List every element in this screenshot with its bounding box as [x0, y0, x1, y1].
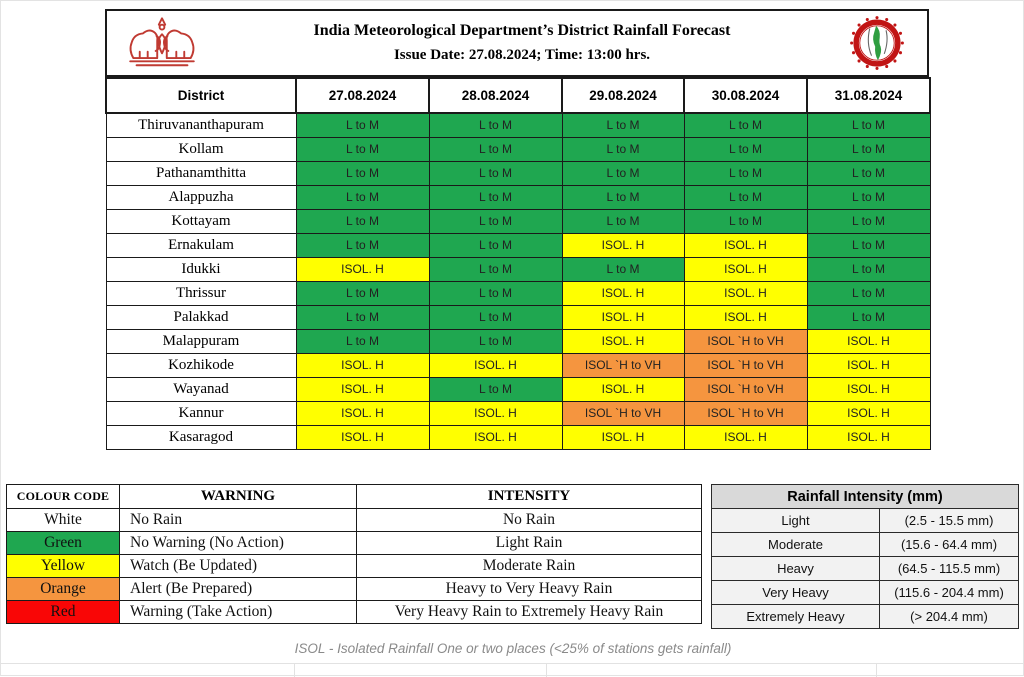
intensity-cell: Moderate Rain [357, 555, 702, 578]
forecast-cell: ISOL. H [562, 425, 684, 449]
warning-cell: Alert (Be Prepared) [120, 578, 357, 601]
forecast-cell: ISOL. H [562, 305, 684, 329]
forecast-cell: ISOL. H [684, 257, 807, 281]
district-row [106, 377, 930, 401]
intensity-cell: Very Heavy Rain to Extremely Heavy Rain [357, 601, 702, 624]
header-titles [217, 22, 827, 64]
forecast-cell: L to M [562, 185, 684, 209]
district-name: Idukki [106, 257, 296, 281]
forecast-cell: L to M [296, 113, 429, 137]
forecast-cell: ISOL. H [684, 425, 807, 449]
colour-code-cell: White [7, 509, 120, 532]
intensity-range-cell: (15.6 - 64.4 mm) [880, 533, 1019, 557]
district-row [106, 281, 930, 305]
warning-cell: No Rain [120, 509, 357, 532]
forecast-cell: ISOL. H [296, 425, 429, 449]
district-row [106, 305, 930, 329]
column-header-date: 30.08.2024 [684, 78, 807, 113]
forecast-cell: L to M [807, 233, 930, 257]
forecast-cell: ISOL. H [684, 281, 807, 305]
district-name: Pathanamthitta [106, 161, 296, 185]
intensity-label-cell: Very Heavy [712, 581, 880, 605]
forecast-cell: ISOL. H [296, 377, 429, 401]
forecast-cell: ISOL. H [684, 305, 807, 329]
district-row [106, 161, 930, 185]
legend-row [7, 601, 702, 624]
forecast-cell: ISOL. H [562, 233, 684, 257]
forecast-cell: L to M [562, 161, 684, 185]
district-name: Ernakulam [106, 233, 296, 257]
column-header-date: 29.08.2024 [562, 78, 684, 113]
legend-row [7, 578, 702, 601]
legend-column-header: COLOUR CODE [7, 485, 120, 509]
forecast-cell: L to M [429, 257, 562, 281]
district-name: Kasaragod [106, 425, 296, 449]
district-name: Palakkad [106, 305, 296, 329]
intensity-cell: Heavy to Very Heavy Rain [357, 578, 702, 601]
forecast-cell: L to M [296, 185, 429, 209]
forecast-table [105, 77, 931, 450]
forecast-cell: L to M [429, 185, 562, 209]
intensity-label-cell: Moderate [712, 533, 880, 557]
forecast-cell: L to M [562, 113, 684, 137]
forecast-cell: L to M [807, 113, 930, 137]
intensity-range-cell: (> 204.4 mm) [880, 605, 1019, 629]
forecast-cell: L to M [429, 329, 562, 353]
column-header-district: District [106, 78, 296, 113]
forecast-cell: ISOL. H [296, 353, 429, 377]
forecast-cell: L to M [807, 209, 930, 233]
district-row [106, 353, 930, 377]
district-name: Wayanad [106, 377, 296, 401]
intensity-label-cell: Extremely Heavy [712, 605, 880, 629]
intensity-range-cell: (64.5 - 115.5 mm) [880, 557, 1019, 581]
district-row [106, 329, 930, 353]
forecast-cell: ISOL `H to VH [684, 329, 807, 353]
district-name: Kottayam [106, 209, 296, 233]
forecast-cell: ISOL. H [429, 353, 562, 377]
intensity-row [712, 533, 1019, 557]
forecast-cell: L to M [807, 305, 930, 329]
district-row [106, 425, 930, 449]
forecast-cell: L to M [429, 305, 562, 329]
forecast-cell: L to M [684, 137, 807, 161]
forecast-cell: ISOL. H [807, 377, 930, 401]
forecast-cell: L to M [684, 209, 807, 233]
district-name: Kollam [106, 137, 296, 161]
column-header-date: 27.08.2024 [296, 78, 429, 113]
district-row [106, 137, 930, 161]
intensity-row [712, 509, 1019, 533]
forecast-cell: L to M [684, 185, 807, 209]
issue-date-line: Issue Date: 27.08.2024; Time: 13:00 hrs. [393, 47, 651, 63]
forecast-cell: ISOL. H [562, 329, 684, 353]
district-name: Thrissur [106, 281, 296, 305]
forecast-cell: L to M [429, 137, 562, 161]
district-row [106, 185, 930, 209]
forecast-cell: L to M [429, 113, 562, 137]
district-row [106, 209, 930, 233]
district-name: Alappuzha [106, 185, 296, 209]
forecast-cell: L to M [296, 209, 429, 233]
district-name: Kannur [106, 401, 296, 425]
forecast-cell: ISOL. H [562, 377, 684, 401]
intensity-cell: Light Rain [357, 532, 702, 555]
legend-column-header: WARNING [120, 485, 357, 509]
forecast-cell: ISOL. H [562, 281, 684, 305]
intensity-label-cell: Light [712, 509, 880, 533]
forecast-cell: ISOL. H [296, 257, 429, 281]
rainfall-intensity-table [711, 484, 1019, 629]
forecast-cell: ISOL `H to VH [684, 353, 807, 377]
page-title: India Meteorological Department’s District Rainfall Forecast [313, 22, 731, 39]
district-row [106, 113, 930, 137]
intensity-range-cell: (115.6 - 204.4 mm) [880, 581, 1019, 605]
intensity-header-row [712, 485, 1019, 509]
forecast-cell: L to M [429, 161, 562, 185]
forecast-cell: L to M [429, 377, 562, 401]
forecast-cell: L to M [296, 305, 429, 329]
colour-code-legend-table [6, 484, 702, 624]
forecast-cell: ISOL. H [807, 401, 930, 425]
header [105, 9, 929, 77]
forecast-cell: ISOL `H to VH [684, 401, 807, 425]
district-name: Kozhikode [106, 353, 296, 377]
forecast-cell: L to M [562, 209, 684, 233]
forecast-cell: ISOL. H [296, 401, 429, 425]
forecast-cell: L to M [807, 161, 930, 185]
intensity-label-cell: Heavy [712, 557, 880, 581]
legend-row [7, 555, 702, 578]
forecast-cell: ISOL. H [429, 401, 562, 425]
sheet-gridline-vertical [546, 663, 547, 677]
forecast-cell: L to M [562, 137, 684, 161]
legend-column-header: INTENSITY [357, 485, 702, 509]
kerala-government-emblem-icon [107, 12, 217, 74]
forecast-cell: L to M [807, 185, 930, 209]
forecast-cell: ISOL `H to VH [684, 377, 807, 401]
forecast-cell: L to M [296, 233, 429, 257]
forecast-cell: ISOL. H [807, 425, 930, 449]
forecast-cell: L to M [562, 257, 684, 281]
colour-code-cell: Orange [7, 578, 120, 601]
forecast-header-row [106, 78, 930, 113]
district-row [106, 401, 930, 425]
forecast-cell: L to M [296, 329, 429, 353]
legend-row [7, 509, 702, 532]
forecast-cell: ISOL `H to VH [562, 401, 684, 425]
warning-cell: No Warning (No Action) [120, 532, 357, 555]
forecast-cell: L to M [429, 209, 562, 233]
forecast-cell: ISOL. H [429, 425, 562, 449]
intensity-range-cell: (2.5 - 15.5 mm) [880, 509, 1019, 533]
warning-cell: Watch (Be Updated) [120, 555, 357, 578]
district-name: Malappuram [106, 329, 296, 353]
sheet-gridline-horizontal [1, 663, 1024, 664]
isol-footnote: ISOL - Isolated Rainfall One or two places (<25% of stations gets rainfall) [294, 641, 732, 656]
intensity-row [712, 605, 1019, 629]
forecast-cell: ISOL. H [684, 233, 807, 257]
forecast-cell: L to M [684, 113, 807, 137]
intensity-cell: No Rain [357, 509, 702, 532]
forecast-cell: L to M [429, 281, 562, 305]
district-row [106, 257, 930, 281]
legend-header-row [7, 485, 702, 509]
district-name: Thiruvananthapuram [106, 113, 296, 137]
forecast-cell: L to M [296, 281, 429, 305]
forecast-cell: L to M [684, 161, 807, 185]
imd-logo-icon [827, 14, 927, 72]
forecast-cell: L to M [296, 137, 429, 161]
forecast-cell: L to M [807, 281, 930, 305]
intensity-row [712, 581, 1019, 605]
forecast-cell: L to M [807, 257, 930, 281]
forecast-cell: ISOL. H [807, 353, 930, 377]
colour-code-cell: Green [7, 532, 120, 555]
district-row [106, 233, 930, 257]
intensity-row [712, 557, 1019, 581]
colour-code-cell: Red [7, 601, 120, 624]
forecast-cell: ISOL `H to VH [562, 353, 684, 377]
warning-cell: Warning (Take Action) [120, 601, 357, 624]
forecast-cell: L to M [807, 137, 930, 161]
forecast-cell: L to M [429, 233, 562, 257]
colour-code-cell: Yellow [7, 555, 120, 578]
forecast-cell: ISOL. H [807, 329, 930, 353]
legend-row [7, 532, 702, 555]
forecast-cell: L to M [296, 161, 429, 185]
intensity-table-title: Rainfall Intensity (mm) [712, 485, 1019, 509]
sheet-gridline-vertical [876, 663, 877, 677]
column-header-date: 28.08.2024 [429, 78, 562, 113]
sheet-gridline-vertical [294, 663, 295, 677]
column-header-date: 31.08.2024 [807, 78, 930, 113]
